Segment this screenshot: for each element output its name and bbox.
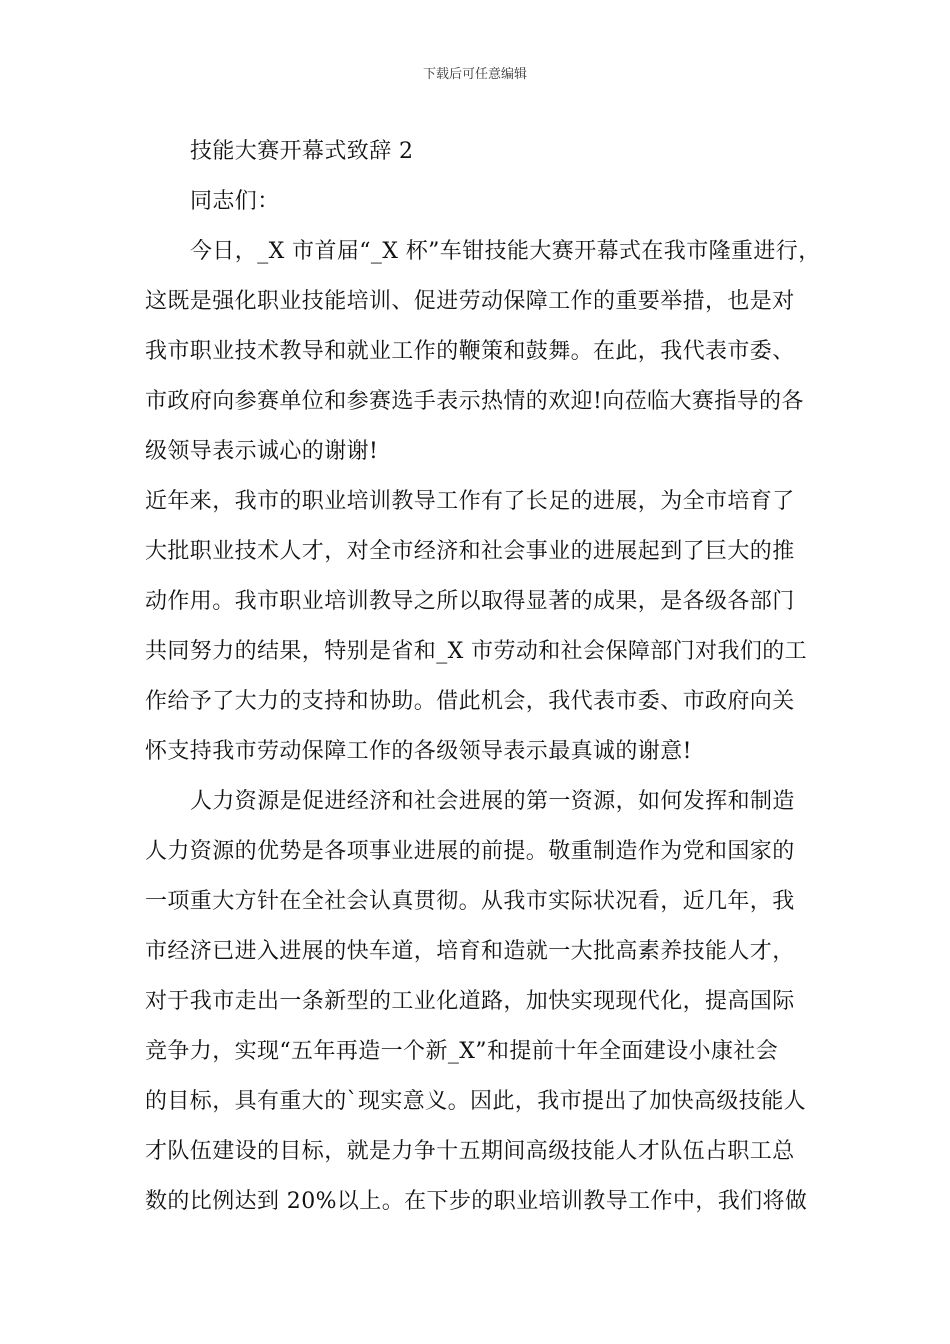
paragraph-line: 市政府向参赛单位和参赛选手表示热情的欢迎!向莅临大赛指导的各 — [145, 389, 804, 414]
paragraph-line: 近年来，我市的职业培训教导工作有了长足的进展，为全市培育了 — [145, 489, 795, 514]
paragraph-line: 共同努力的结果，特别是省和_X 市劳动和社会保障部门对我们的工 — [145, 639, 808, 664]
paragraph-line: 对于我市走出一条新型的工业化道路，加快实现现代化，提高国际 — [145, 989, 795, 1014]
paragraph-line: 作给予了大力的支持和协助。借此机会，我代表市委、市政府向关 — [145, 689, 795, 714]
paragraph-line: 怀支持我市劳动保障工作的各级领导表示最真诚的谢意! — [145, 739, 692, 764]
paragraph-line: 人力资源是促进经济和社会进展的第一资源，如何发挥和制造 — [190, 789, 795, 814]
paragraph-line: 市经济已进入进展的快车道，培育和造就一大批高素养技能人才， — [145, 939, 795, 964]
paragraph-line: 大批职业技术人才，对全市经济和社会事业的进展起到了巨大的推 — [145, 539, 795, 564]
document-title: 技能大赛开幕式致辞 2 — [190, 139, 414, 164]
salutation: 同志们： — [190, 189, 280, 214]
paragraph-line: 级领导表示诚心的谢谢! — [145, 439, 379, 464]
page-header: 下载后可任意编辑 — [422, 67, 527, 82]
paragraph-line: 数的比例达到 20%以上。在下步的职业培训教导工作中，我们将做 — [145, 1189, 808, 1214]
paragraph-line: 这既是强化职业技能培训、促进劳动保障工作的重要举措，也是对 — [145, 289, 795, 314]
paragraph-line: 今日，_X 市首届“_X 杯”车钳技能大赛开幕式在我市隆重进行， — [190, 239, 821, 264]
paragraph-line: 我市职业技术教导和就业工作的鞭策和鼓舞。在此，我代表市委、 — [145, 339, 795, 364]
paragraph-line: 人力资源的优势是各项事业进展的前提。敬重制造作为党和国家的 — [145, 839, 795, 864]
paragraph-line: 的目标，具有重大的`现实意义。因此，我市提出了加快高级技能人 — [145, 1089, 807, 1114]
paragraph-line: 动作用。我市职业培训教导之所以取得显著的成果，是各级各部门 — [145, 589, 795, 614]
paragraph-line: 才队伍建设的目标，就是力争十五期间高级技能人才队伍占职工总 — [145, 1139, 795, 1164]
paragraph-line: 竞争力，实现“五年再造一个新_X”和提前十年全面建设小康社会 — [145, 1039, 779, 1064]
paragraph-line: 一项重大方针在全社会认真贯彻。从我市实际状况看，近几年，我 — [145, 889, 795, 914]
